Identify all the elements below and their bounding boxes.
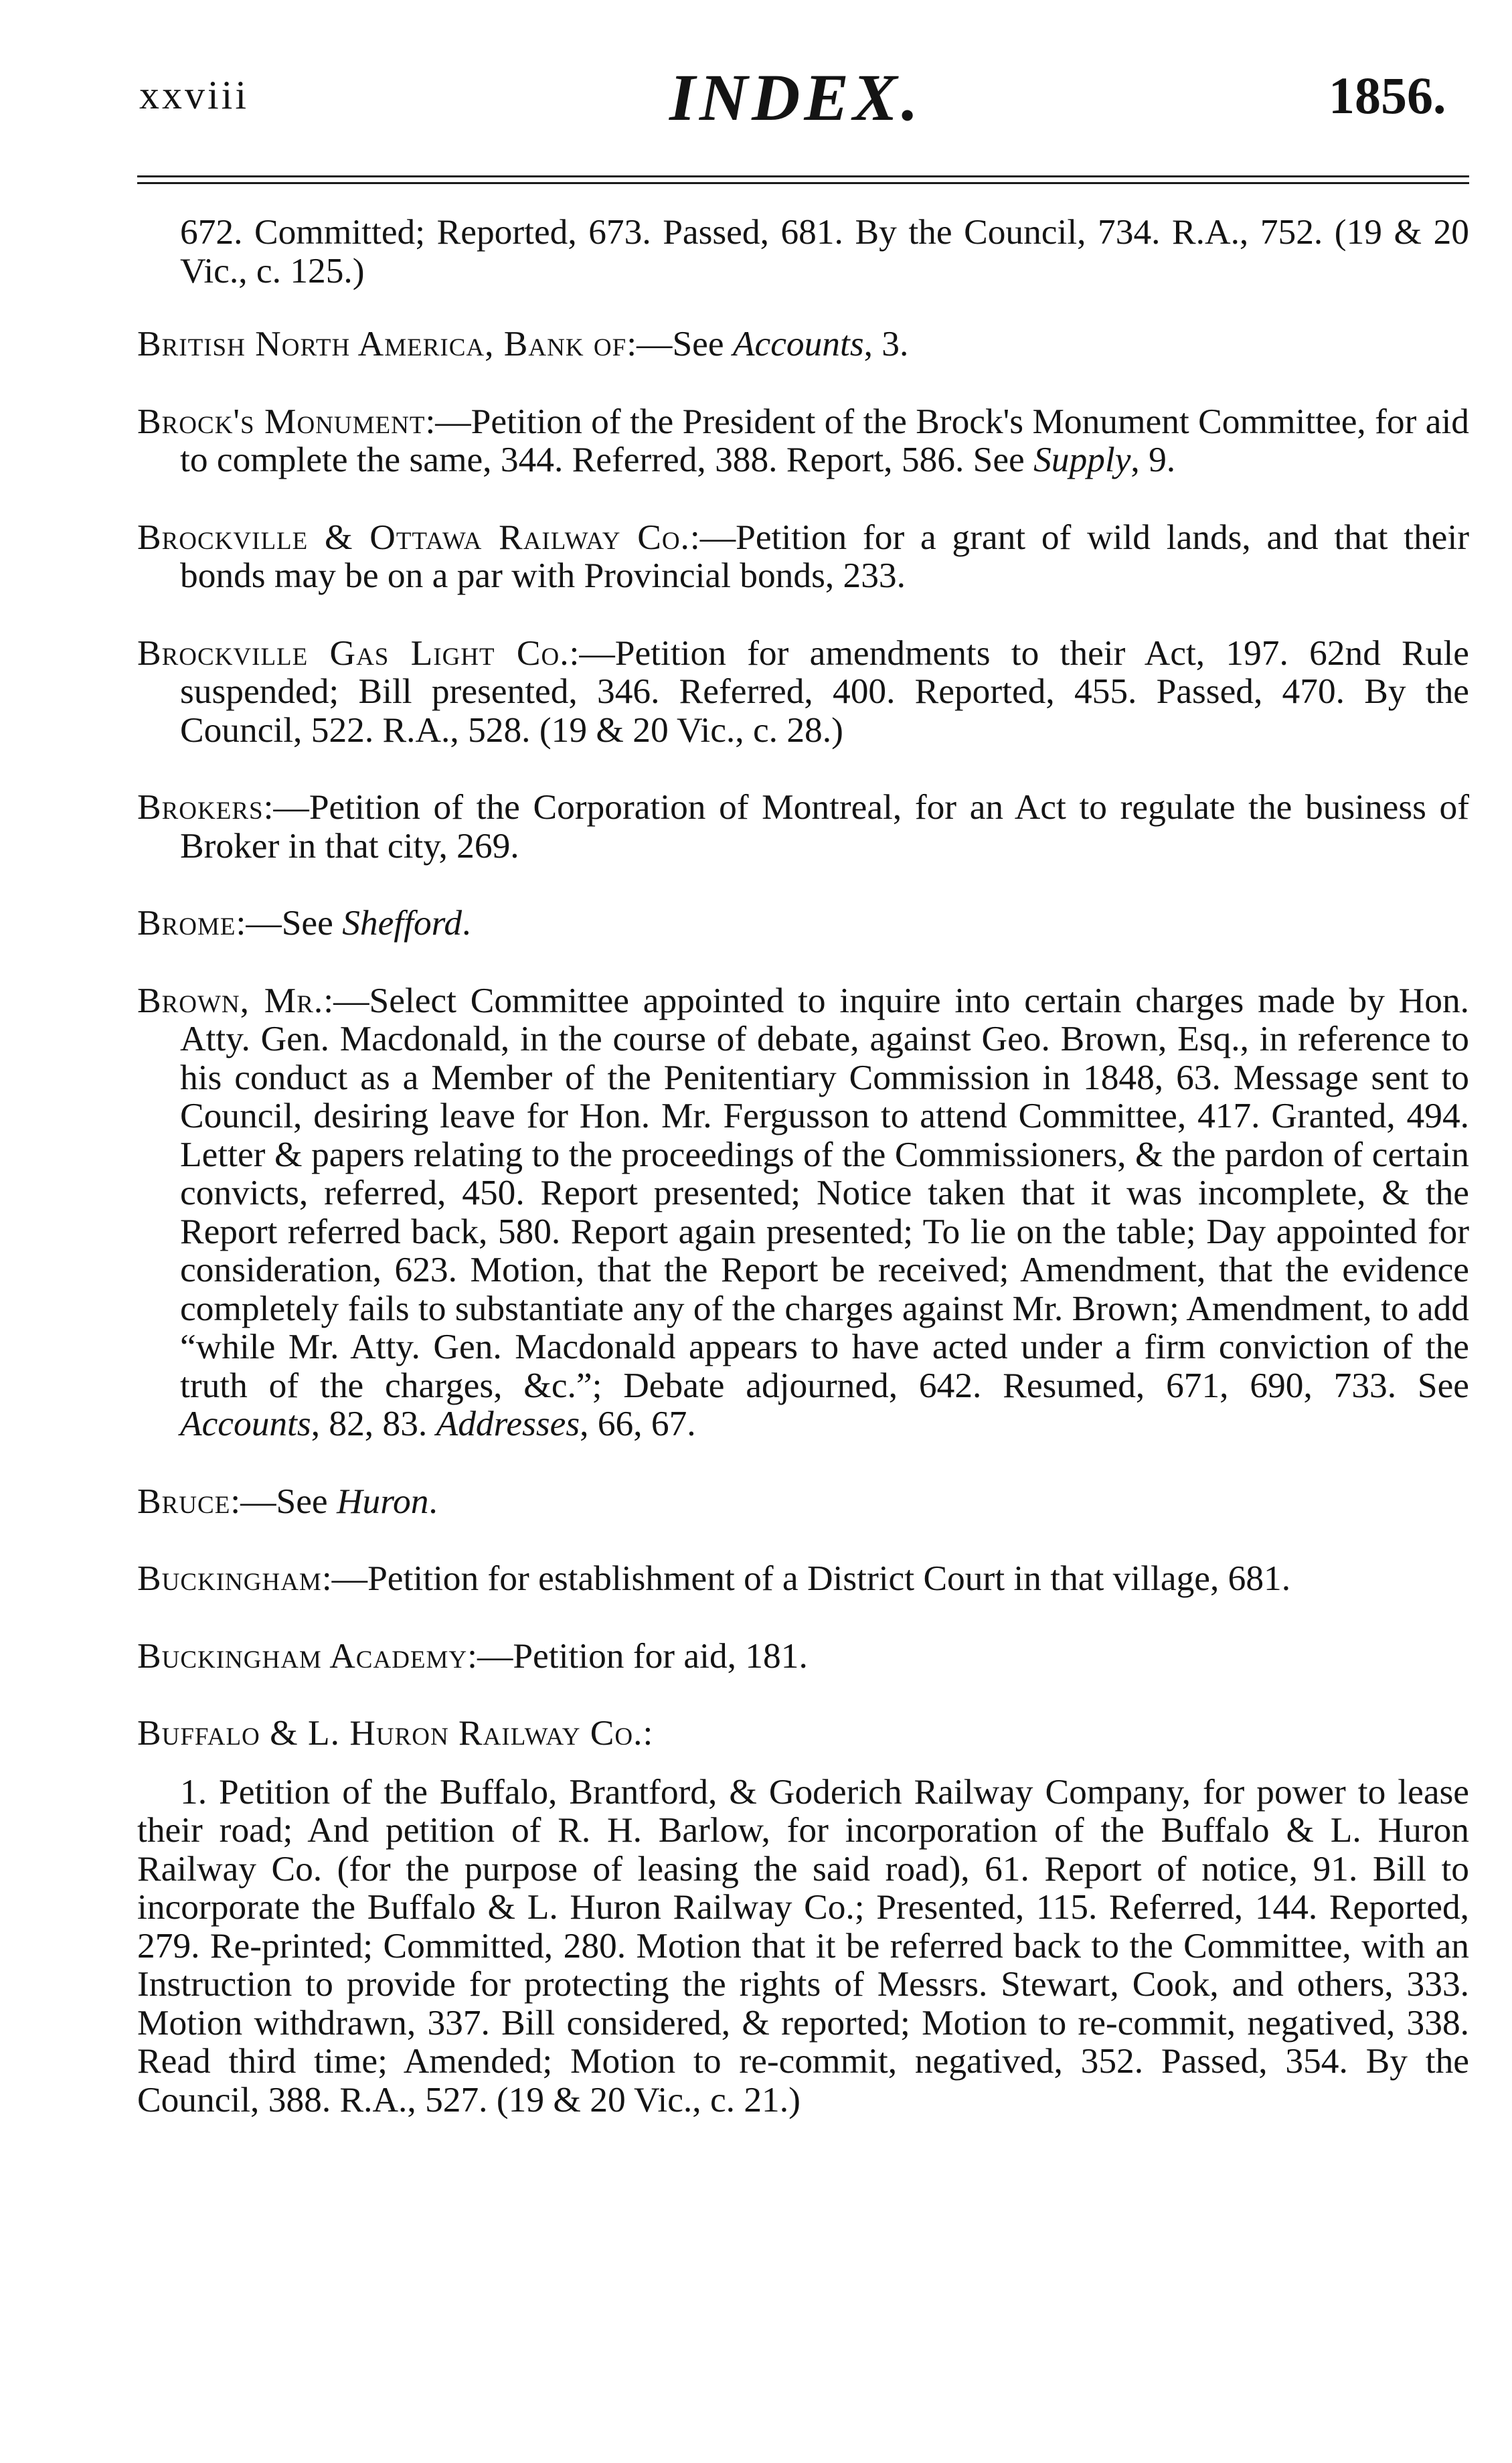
entry-text: 672. Committed; Reported, 673. Passed, 681. By the Council, 734. R.A., 752. (19 & 20 Vic., c. 125.) <box>180 212 1469 291</box>
entry-text: :—See <box>236 902 343 943</box>
entry-heading: British North America, Bank of <box>137 323 627 364</box>
entry-cross-reference: Huron <box>336 1480 429 1521</box>
index-entry <box>137 518 1469 595</box>
entry-text: :—See <box>230 1480 337 1521</box>
index-entry <box>137 788 1469 865</box>
index-body <box>137 213 1469 2119</box>
index-entry <box>137 1637 1469 1676</box>
page-year: 1856. <box>1329 66 1446 125</box>
page-title: INDEX. <box>669 60 922 135</box>
index-entry <box>137 904 1469 943</box>
entry-heading: Brock's Monument <box>137 400 426 441</box>
index-entry <box>137 1714 1469 1753</box>
entry-heading: Buckingham <box>137 1558 322 1598</box>
entry-text-tail: , 3. <box>863 323 909 364</box>
entry-cross-reference: Accounts <box>180 1403 311 1443</box>
entry-text-tail: , 66, 67. <box>580 1403 696 1443</box>
entry-text: :—Petition of the President of the Brock's Monument Committee, for aid to complete the same, 344. Referred, 388. Report, 586. See <box>180 400 1469 479</box>
entry-heading: Bruce <box>137 1480 231 1521</box>
entry-heading: Brockville Gas Light Co. <box>137 632 570 673</box>
entry-heading: Brown, Mr. <box>137 979 324 1020</box>
entry-text: :—Petition for aid, 181. <box>467 1635 808 1676</box>
entry-cross-reference: Accounts <box>732 323 864 364</box>
header-rule-bottom <box>137 182 1469 184</box>
index-subentry <box>137 1773 1469 2120</box>
entry-text: :—Select Committee appointed to inquire into certain charges made by Hon. Atty. Gen. Macdonald, in the course of debate, against Geo. Brown, Esq., in reference to his conduct as a Member of the Penitentiary Commission in 1848, 63. Message sent to Council, desiring leave for Hon. Mr. Fergusson to attend Committee, 417. Granted, 494. Letter & papers relating to the proceedings of the Commissioners, & the pardon of certain convicts, referred, 450. Report presented; Notice taken that it was incomplete, & the Report referred back, 580. Report again presented; To lie on the table; Day appointed for consideration, 623. Motion, that the Report be received; Amendment, that the evidence completely fails to substantiate any of the charges against Mr. Brown; Amendment, to add “while Mr. Atty. Gen. Macdonald appears to have acted under a firm conviction of the truth of the charges, &c.”; Debate adjourned, 642. Resumed, 671, 690, 733. See <box>180 979 1469 1405</box>
entry-text: :—Petition for a grant of wild lands, and that their bonds may be on a par with Provincial bonds, 233. <box>180 516 1469 595</box>
entry-text: :—Petition for establishment of a District Court in that village, 681. <box>321 1558 1291 1598</box>
entry-text: :—See <box>626 323 733 364</box>
entry-text-tail: , 9. <box>1130 439 1176 479</box>
entry-text-tail: . <box>462 902 471 943</box>
entry-heading: Buffalo & L. Huron Railway Co. <box>137 1713 643 1753</box>
entry-text-tail: , 82, 83. <box>311 1403 436 1443</box>
entry-cross-reference: Shefford <box>342 902 463 943</box>
index-entry <box>137 1482 1469 1521</box>
entry-heading: Brome <box>137 902 236 943</box>
entry-heading: Buckingham Academy <box>137 1635 468 1676</box>
entry-text: :—Petition for amendments to their Act, 197. 62nd Rule suspended; Bill presented, 346. Referred, 400. Reported, 455. Passed, 470. By the Council, 522. R.A., 528. (19 & 20 Vic., c. 28.) <box>180 632 1469 750</box>
index-entry <box>137 325 1469 364</box>
index-entry <box>137 1559 1469 1598</box>
entry-text: : <box>643 1713 653 1753</box>
entry-text: 1. Petition of the Buffalo, Brantford, & Goderich Railway Company, for power to lease their road; And petition of R. H. Barlow, for incorporation of the Buffalo & L. Huron Railway Co. (for the purpose of leasing the said road), 61. Report of notice, 91. Bill to incorporate the Buffalo & L. Huron Railway Co.; Presented, 115. Referred, 144. Reported, 279. Re-printed; Committed, 280. Motion that it be referred back to the Committee, with an Instruction to provide for protecting the rights of Messrs. Stewart, Cook, and others, 333. Motion withdrawn, 337. Bill considered, & reported; Motion to re-commit, negatived, 338. Read third time; Amended; Motion to re-commit, negatived, 352. Passed, 354. By the Council, 388. R.A., 527. (19 & 20 Vic., c. 21.) <box>137 1771 1469 2120</box>
entry-text-tail: . <box>428 1480 438 1521</box>
page-folio: xxviii <box>139 73 250 117</box>
entry-cross-reference: Supply <box>1033 439 1131 479</box>
index-entry-continuation <box>137 213 1469 290</box>
page-header <box>0 0 1512 174</box>
index-entry <box>137 981 1469 1443</box>
entry-text: :—Petition of the Corporation of Montreal, for an Act to regulate the business of Broker in that city, 269. <box>180 787 1469 866</box>
entry-cross-reference: Addresses <box>436 1403 580 1443</box>
entry-heading: Brockville & Ottawa Railway Co. <box>137 516 690 557</box>
index-entry <box>137 402 1469 479</box>
header-rule-top <box>137 175 1469 177</box>
entry-heading: Brokers <box>137 787 264 827</box>
index-entry <box>137 634 1469 750</box>
